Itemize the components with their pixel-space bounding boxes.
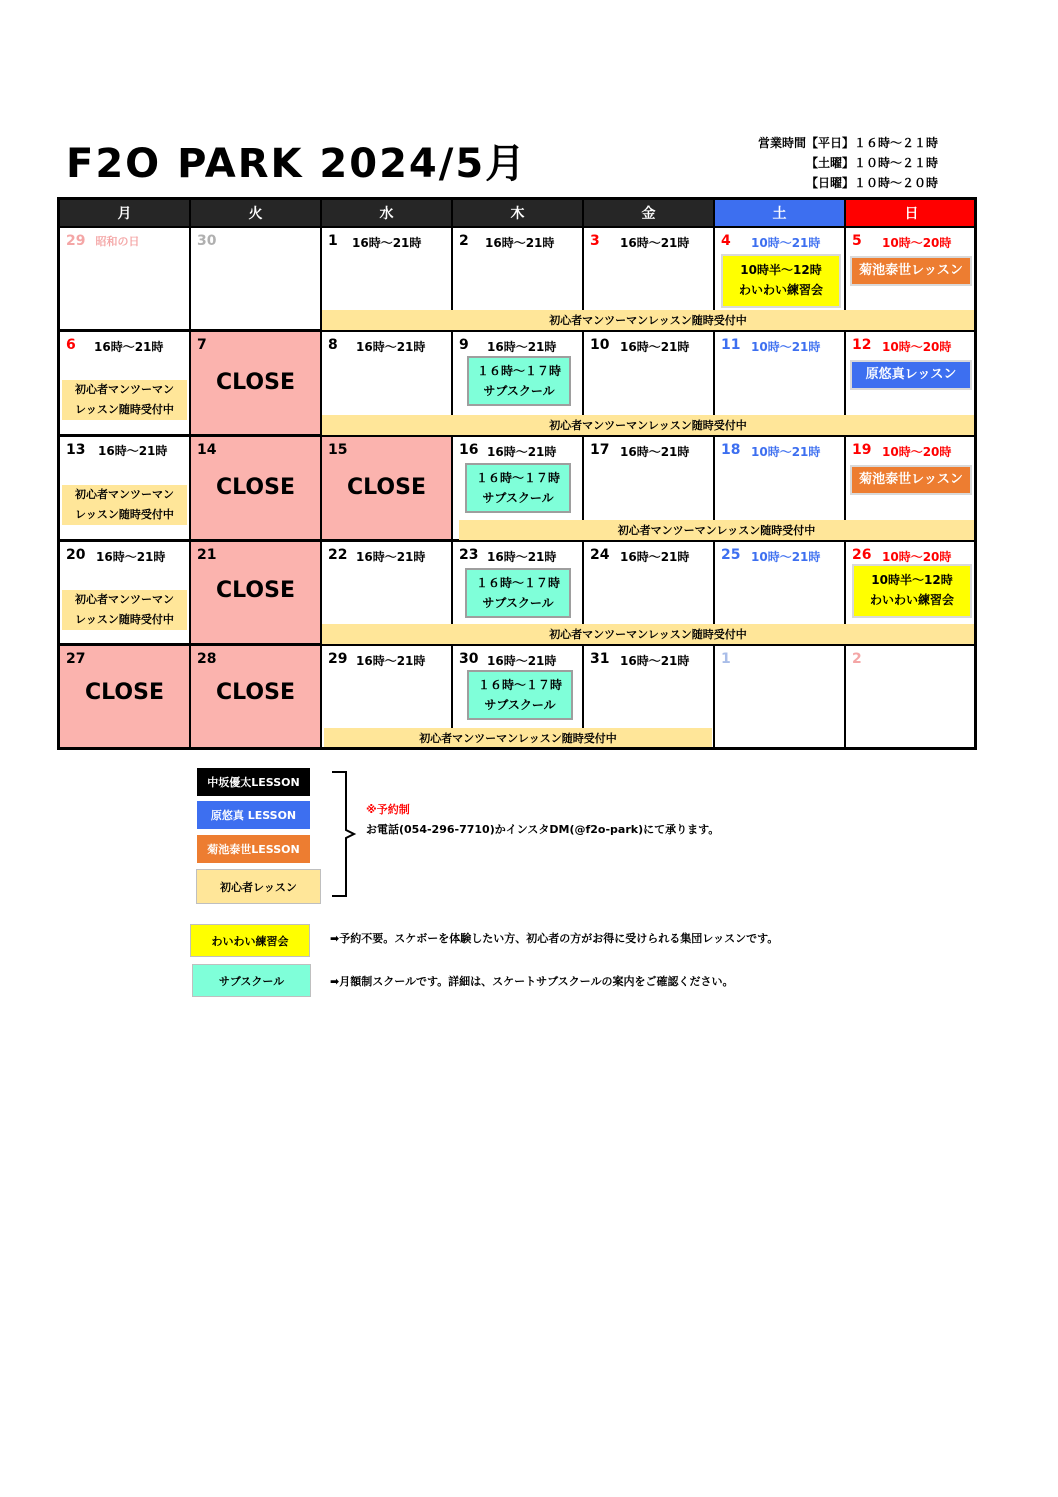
event-time: １６時～１７時 bbox=[476, 364, 561, 378]
hours-saturday: 【土曜】１０時～２１時 bbox=[805, 156, 938, 170]
open-hours: 10時～21時 bbox=[751, 340, 821, 354]
day-number: 2 bbox=[459, 233, 469, 249]
day-number: 3 bbox=[590, 233, 600, 249]
legend-hara: 原悠真 LESSON bbox=[197, 801, 310, 829]
open-hours: 16時～21時 bbox=[356, 654, 426, 668]
subschool-event bbox=[465, 568, 571, 618]
legend-kikuchi: 菊池泰世LESSON bbox=[197, 835, 310, 863]
beginner-lesson bbox=[62, 380, 187, 420]
day-cell-closed bbox=[60, 646, 191, 750]
open-hours: 16時～21時 bbox=[94, 340, 164, 354]
calendar bbox=[57, 197, 977, 750]
beginner-band: 初心者マンツーマンレッスン随時受付中 bbox=[322, 624, 974, 644]
holiday-label: 昭和の日 bbox=[95, 235, 140, 248]
day-number: 25 bbox=[721, 547, 741, 563]
hours-weekday: 営業時間【平日】１６時～２１時 bbox=[757, 136, 938, 150]
day-cell bbox=[191, 228, 322, 332]
day-number: 28 bbox=[197, 651, 217, 667]
day-number: 29 bbox=[328, 651, 348, 667]
close-label: CLOSE bbox=[216, 578, 295, 603]
event-time: １６時～１７時 bbox=[477, 678, 562, 692]
event-title: わいわい練習会 bbox=[869, 593, 954, 607]
open-hours: 16時～21時 bbox=[620, 654, 690, 668]
day-number: 18 bbox=[721, 442, 741, 458]
hours-sunday: 【日曜】１０時～２０時 bbox=[805, 176, 938, 190]
beginner-line1: 初心者マンツーマン bbox=[75, 383, 174, 396]
open-hours: 16時～21時 bbox=[620, 445, 690, 459]
header-mon: 月 bbox=[60, 200, 191, 228]
legend-beginner: 初心者レッスン bbox=[196, 869, 321, 904]
open-hours: 16時～21時 bbox=[96, 550, 166, 564]
beginner-band: 初心者マンツーマンレッスン随時受付中 bbox=[324, 728, 712, 748]
day-number: 12 bbox=[852, 337, 872, 353]
event-title: サブスクール bbox=[484, 698, 556, 712]
header-fri: 金 bbox=[584, 200, 715, 228]
day-number: 7 bbox=[197, 337, 207, 353]
reserve-body: お電話(054-296-7710)かインスタDM(@f2o-park)にて承ります。 bbox=[366, 823, 720, 836]
day-number: 9 bbox=[459, 337, 469, 353]
legend-sub: サブスクール bbox=[192, 964, 311, 997]
beginner-band: 初心者マンツーマンレッスン随時受付中 bbox=[322, 310, 974, 330]
beginner-band: 初心者マンツーマンレッスン随時受付中 bbox=[322, 415, 974, 435]
open-hours: 16時～21時 bbox=[620, 550, 690, 564]
day-cell bbox=[60, 228, 191, 332]
close-label: CLOSE bbox=[347, 475, 426, 500]
bracket-icon bbox=[328, 770, 358, 898]
open-hours: 10時～21時 bbox=[751, 550, 821, 564]
day-cell-closed bbox=[322, 437, 453, 542]
business-hours bbox=[758, 133, 938, 193]
open-hours: 16時～21時 bbox=[487, 550, 557, 564]
legend-nakasaka: 中坂優太LESSON bbox=[197, 768, 310, 796]
day-number: 5 bbox=[852, 233, 862, 249]
day-cell-closed bbox=[191, 646, 322, 750]
open-hours: 10時～21時 bbox=[751, 445, 821, 459]
day-number: 22 bbox=[328, 547, 348, 563]
day-number: 8 bbox=[328, 337, 338, 353]
waiwai-note: ➡予約不要。スケボーを体験したい方、初心者の方がお得に受けられる集団レッスンです。 bbox=[330, 932, 779, 945]
close-label: CLOSE bbox=[216, 680, 295, 705]
subschool-event bbox=[467, 670, 573, 720]
day-number: 10 bbox=[590, 337, 610, 353]
open-hours: 16時～21時 bbox=[352, 236, 422, 250]
day-cell bbox=[60, 332, 191, 437]
beginner-lesson bbox=[62, 485, 187, 525]
beginner-line2: レッスン随時受付中 bbox=[75, 508, 174, 521]
day-number: 6 bbox=[66, 337, 76, 353]
event-time: １６時～１７時 bbox=[475, 576, 560, 590]
day-cell bbox=[60, 437, 191, 542]
kikuchi-lesson: 菊池泰世レッスン bbox=[850, 256, 972, 286]
day-cell-closed bbox=[191, 542, 322, 646]
legend-waiwai: わいわい練習会 bbox=[190, 924, 310, 957]
day-number: 26 bbox=[852, 547, 872, 563]
day-number: 24 bbox=[590, 547, 610, 563]
day-number: 20 bbox=[66, 547, 86, 563]
close-label: CLOSE bbox=[85, 680, 164, 705]
day-number: 27 bbox=[66, 651, 86, 667]
waiwai-event bbox=[721, 254, 841, 308]
event-title: サブスクール bbox=[482, 596, 554, 610]
day-number: 23 bbox=[459, 547, 479, 563]
day-number: 14 bbox=[197, 442, 217, 458]
open-hours: 16時～21時 bbox=[487, 654, 557, 668]
open-hours: 16時～21時 bbox=[485, 236, 555, 250]
header-tue: 火 bbox=[191, 200, 322, 228]
day-number: 15 bbox=[328, 442, 348, 458]
open-hours: 16時～21時 bbox=[487, 340, 557, 354]
hara-lesson: 原悠真レッスン bbox=[850, 360, 972, 390]
event-title: サブスクール bbox=[483, 384, 555, 398]
beginner-line1: 初心者マンツーマン bbox=[75, 593, 174, 606]
close-label: CLOSE bbox=[216, 475, 295, 500]
open-hours: 16時～21時 bbox=[98, 444, 168, 458]
day-number: 1 bbox=[721, 651, 731, 667]
day-number: 30 bbox=[459, 651, 479, 667]
day-number: 2 bbox=[852, 651, 862, 667]
event-title: わいわい練習会 bbox=[738, 283, 823, 297]
kikuchi-lesson: 菊池泰世レッスン bbox=[850, 465, 972, 495]
subschool-event bbox=[467, 356, 571, 406]
beginner-band: 初心者マンツーマンレッスン随時受付中 bbox=[459, 520, 974, 540]
day-cell-closed bbox=[191, 437, 322, 542]
header-thu: 木 bbox=[453, 200, 584, 228]
day-cell bbox=[60, 542, 191, 646]
open-hours: 16時～21時 bbox=[487, 445, 557, 459]
reserve-title: ※予約制 bbox=[366, 803, 410, 816]
waiwai-event bbox=[852, 564, 972, 618]
day-number: 31 bbox=[590, 651, 610, 667]
day-cell-closed bbox=[191, 332, 322, 437]
beginner-line1: 初心者マンツーマン bbox=[75, 488, 174, 501]
sub-note: ➡月額制スクールです。詳細は、スケートサブスクールの案内をご確認ください。 bbox=[330, 975, 734, 988]
subschool-event bbox=[465, 463, 571, 513]
open-hours: 16時～21時 bbox=[620, 340, 690, 354]
open-hours: 10時～20時 bbox=[882, 236, 952, 250]
beginner-lesson bbox=[62, 590, 187, 630]
event-time: 10時半～12時 bbox=[740, 263, 822, 277]
event-time: １６時～１７時 bbox=[475, 471, 560, 485]
day-number: 16 bbox=[459, 442, 479, 458]
day-number: 4 bbox=[721, 233, 731, 249]
day-number: 30 bbox=[197, 233, 217, 249]
open-hours: 16時～21時 bbox=[356, 550, 426, 564]
day-number: 11 bbox=[721, 337, 741, 353]
day-number: 19 bbox=[852, 442, 872, 458]
day-number: 17 bbox=[590, 442, 610, 458]
header-wed: 水 bbox=[322, 200, 453, 228]
open-hours: 10時～20時 bbox=[882, 550, 952, 564]
open-hours: 10時～20時 bbox=[882, 340, 952, 354]
day-number: 1 bbox=[328, 233, 338, 249]
day-cell bbox=[846, 646, 977, 750]
day-number: 21 bbox=[197, 547, 217, 563]
event-time: 10時半～12時 bbox=[871, 573, 953, 587]
open-hours: 16時～21時 bbox=[620, 236, 690, 250]
beginner-line2: レッスン随時受付中 bbox=[75, 613, 174, 626]
day-cell bbox=[715, 646, 846, 750]
day-number: 13 bbox=[66, 442, 86, 458]
open-hours: 10時～21時 bbox=[751, 236, 821, 250]
beginner-line2: レッスン随時受付中 bbox=[75, 403, 174, 416]
open-hours: 16時～21時 bbox=[356, 340, 426, 354]
open-hours: 10時～20時 bbox=[882, 445, 952, 459]
page-title: F2O PARK 2024/5月 bbox=[66, 141, 528, 187]
header-sun: 日 bbox=[846, 200, 977, 228]
header-sat: 土 bbox=[715, 200, 846, 228]
event-title: サブスクール bbox=[482, 491, 554, 505]
close-label: CLOSE bbox=[216, 370, 295, 395]
day-number: 29 昭和の日 bbox=[66, 233, 140, 249]
